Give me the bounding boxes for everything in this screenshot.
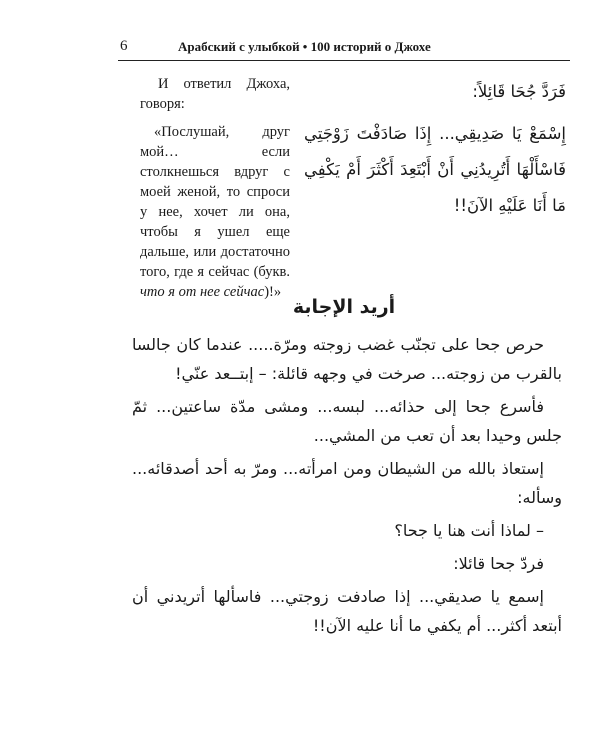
arabic-vocalized-text bbox=[304, 74, 566, 230]
running-title: Арабский с улыбкой • 100 историй о Джохе bbox=[178, 39, 431, 54]
russian-quote-end: )!» bbox=[264, 284, 282, 300]
page-header bbox=[118, 36, 570, 61]
arabic-vocalized-line-1: فَرَدَّ جُحَا قَائِلاً: bbox=[472, 82, 566, 101]
story-paragraph: – لماذا أنت هنا يا جحا؟ bbox=[394, 521, 544, 540]
russian-quote-main: «Послушай, друг мой… если столкнешься вдруг с моей женой, то спроси у нее, хочет ли она, чтобы я ушел еще дальше, или достаточно того, где я сейчас (букв. bbox=[140, 124, 290, 280]
story-paragraph: حرص جحا على تجنّب غضب زوجته ومرّة..... عندما كان جالسا بالقرب من زوجته... صرخت في وجهه قائلة: – إبتــعد عنّي! bbox=[132, 335, 562, 383]
story-paragraph: فردّ جحا قائلا: bbox=[453, 554, 544, 573]
arabic-vocalized-line-2: إِسْمَعْ يَا صَدِيقِي... إِذَا صَادَفْتَ زَوْجَتِي فَاسْأَلْهَا أَتُرِيدُنِي أَنْ أَبْتَعِدَ أَكْثَرَ أَمْ يَكْفِي مَا أَنَا عَلَيْهِ الآنَ!! bbox=[304, 124, 566, 215]
russian-intro: И ответил Джоха, говоря: bbox=[140, 76, 290, 112]
page-number: 6 bbox=[120, 38, 128, 54]
story-paragraph: فأسرع جحا إلى حذائه... لبسه... ومشى مدّة ساعتين... ثمّ جلس وحيدا بعد أن تعب من المشي... bbox=[132, 397, 562, 445]
story-paragraph: إستعاذ بالله من الشيطان ومن امرأته... ومرّ به أحد أصدقائه... وسأله: bbox=[132, 459, 562, 507]
story-title: أريد الإجابة bbox=[292, 296, 396, 318]
russian-quote bbox=[140, 122, 290, 302]
russian-translation bbox=[140, 74, 290, 302]
russian-quote-italic: что я от нее сейчас bbox=[140, 284, 265, 300]
story-body bbox=[132, 330, 562, 644]
story-paragraph: إسمع يا صديقي... إذا صادفت زوجتي... فاسألها أتريدني أن أبتعد أكثر... أم يكفي ما أنا عليه الآن!! bbox=[132, 587, 562, 635]
